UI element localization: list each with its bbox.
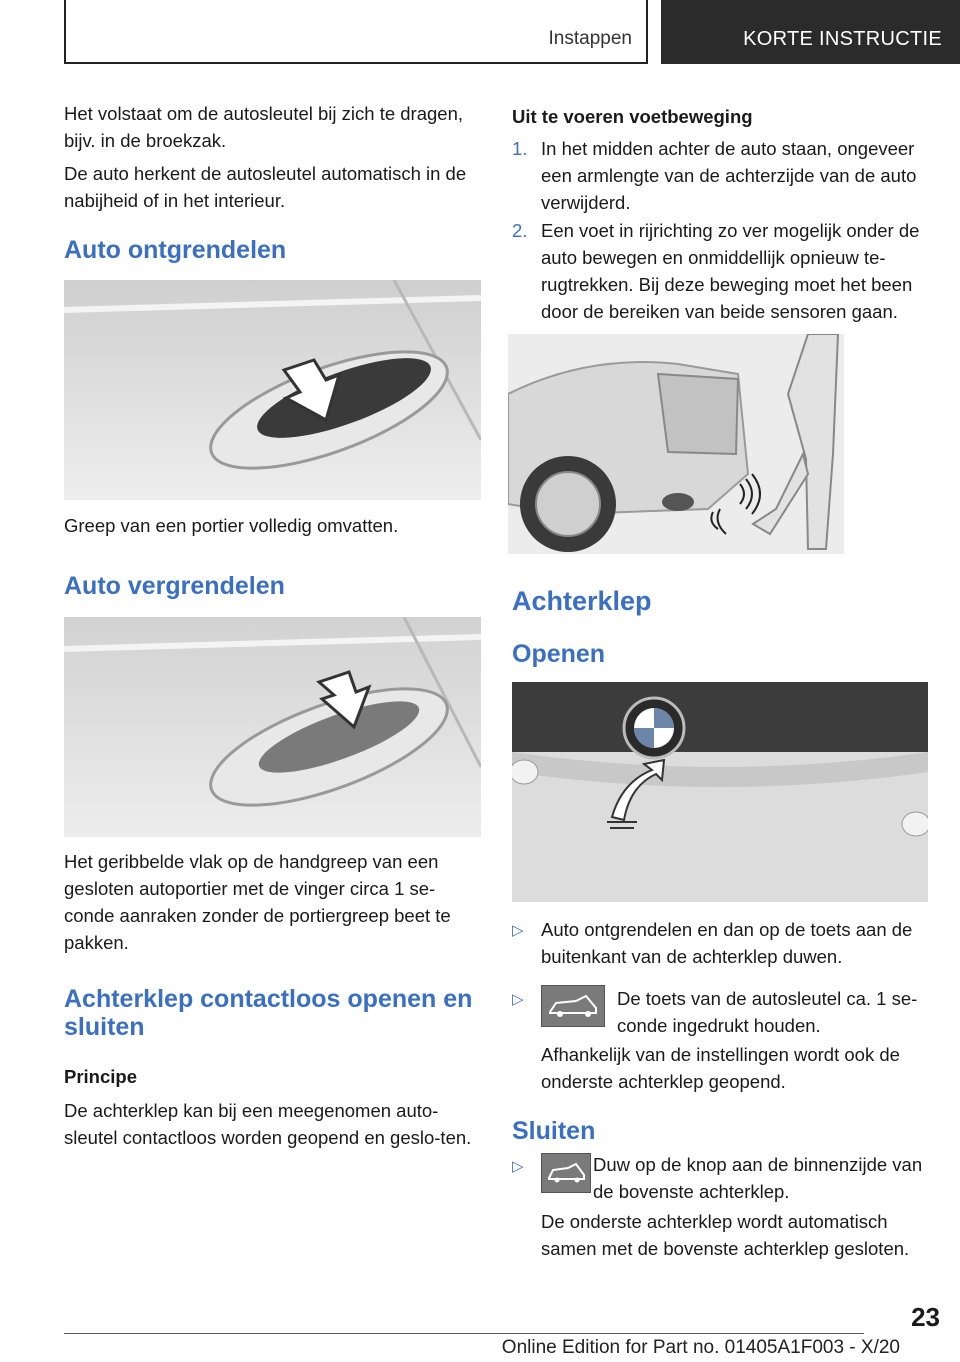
tailgate-close-button-icon: [541, 1153, 591, 1193]
header-section-tab: [64, 0, 648, 64]
open-item-1-marker: ▷: [512, 922, 524, 939]
principle-heading: Principe: [64, 1066, 137, 1087]
intro-paragraph-1: Het volstaat om de autosleutel bij zich te dragen, bijv. in de broekzak.: [64, 103, 464, 151]
header-chapter-label: KORTE INSTRUCTIE: [743, 28, 942, 50]
close-item-1-text: Duw op de knop aan de binnenzijde van de bovenste achterklep.: [593, 1154, 923, 1202]
open-item-2-text: De toets van de autosleutel ca. 1 se-conde ingedrukt houden.: [617, 988, 918, 1036]
header-chapter-tab: [661, 0, 960, 64]
unlock-caption: Greep van een portier volledig omvatten.: [64, 515, 399, 536]
open-note: Afhankelijk van de instellingen wordt ook de onderste achterklep geopend.: [541, 1044, 900, 1092]
header-section-label: Instappen: [548, 28, 632, 49]
open-item-2-marker: ▷: [512, 991, 524, 1008]
open-heading: Openen: [512, 640, 606, 668]
step-2-text: Een voet in rijrichting zo ver mogelijk onder de auto bewegen en onmiddellijk opnieuw te-rugtrekken. Bij deze beweging moet het been door de bereiken van beide sensoren gaan.: [541, 220, 920, 322]
door-handle-lock-image: [64, 617, 481, 837]
close-note: De onderste achterklep wordt automatisch samen met de bovenste achterklep gesloten.: [541, 1211, 910, 1259]
car-tailgate-key-icon: [541, 985, 605, 1027]
principle-text: De achterklep kan bij een meegenomen auto-sleutel contactloos worden geopend en geslo-ten.: [64, 1100, 472, 1148]
contactless-heading: Achterklep contactloos openen en sluiten: [64, 985, 473, 1041]
footer-edition: Online Edition for Part no. 01405A1F003 - X/20: [501, 1337, 900, 1358]
foot-movement-heading: Uit te voeren voetbeweging: [512, 106, 753, 127]
close-item-1-marker: ▷: [512, 1158, 524, 1175]
lock-caption: Het geribbelde vlak op de handgreep van een gesloten autoportier met de vinger circa 1 se-conde aanraken zonder de portiergreep beet te pakken.: [64, 851, 451, 953]
open-item-1-text: Auto ontgrendelen en dan op de toets aan de buitenkant van de achterklep duwen.: [541, 919, 913, 967]
lock-heading: Auto vergrendelen: [64, 572, 285, 600]
foot-gesture-image: [508, 334, 844, 554]
step-1-number: 1.: [512, 138, 528, 159]
page-number: 23: [911, 1302, 940, 1332]
tailgate-heading: Achterklep: [512, 586, 652, 616]
step-2-number: 2.: [512, 220, 528, 241]
footer-divider: [64, 1333, 864, 1334]
door-handle-unlock-image: [64, 280, 481, 500]
step-1-text: In het midden achter de auto staan, ongeveer een armlengte van de achterzijde van de auto verwijderd.: [541, 138, 917, 213]
unlock-heading: Auto ontgrendelen: [64, 236, 287, 264]
close-heading: Sluiten: [512, 1117, 596, 1145]
intro-paragraph-2: De auto herkent de autosleutel automatisch in de nabijheid of in het interieur.: [64, 163, 467, 211]
tailgate-button-image: [512, 682, 928, 902]
